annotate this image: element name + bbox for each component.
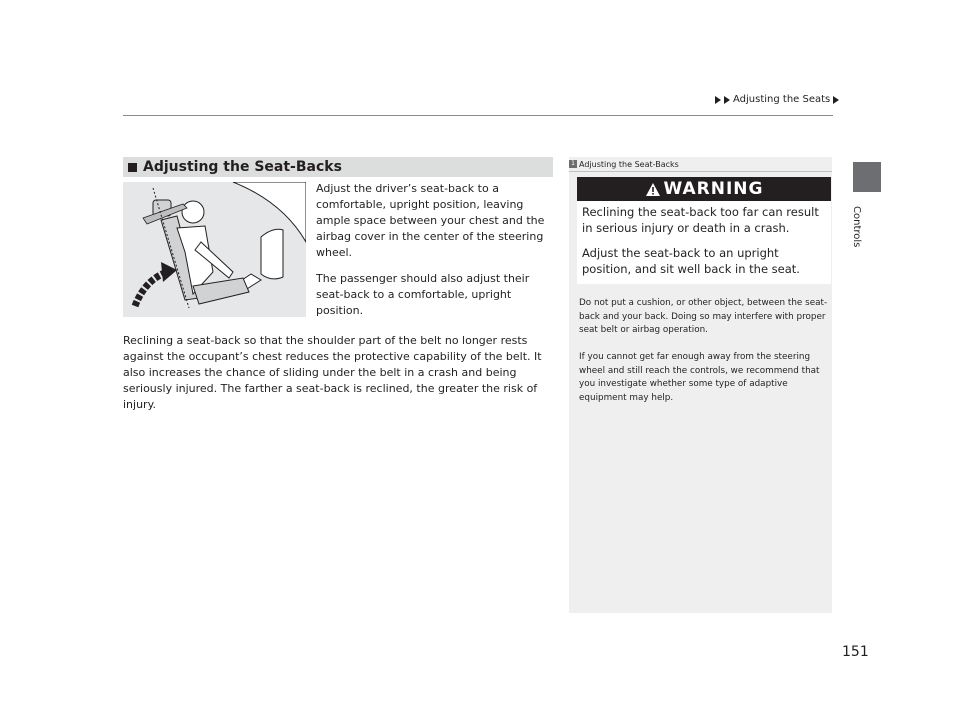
breadcrumb-arrow-icon bbox=[833, 96, 839, 104]
breadcrumb-arrow-icon bbox=[724, 96, 730, 104]
breadcrumb-label[interactable]: Adjusting the Seats bbox=[733, 94, 831, 105]
sidebar-note: If you cannot get far enough away from the steering wheel and still reach the controls, we recommend that you investigate whether some type of adaptive equipment may help. bbox=[579, 352, 820, 403]
sidebar-heading bbox=[569, 157, 832, 171]
warning-line: Reclining the seat-back too far can result in serious injury or death in a crash. bbox=[582, 205, 819, 235]
sidebar-divider bbox=[569, 171, 832, 172]
section-heading bbox=[123, 157, 553, 177]
page-number: 151 bbox=[842, 644, 869, 660]
intro-paragraph: Adjust the driver’s seat-back to a comfortable, upright position, leaving ample space between your chest and the airbag cover in the center of the steering wheel. bbox=[316, 182, 545, 259]
intro-paragraph: The passenger should also adjust their seat-back to a comfortable, upright position. bbox=[316, 272, 530, 317]
reference-number-badge: 1 bbox=[569, 160, 577, 168]
sidebar-note: Do not put a cushion, or other object, between the seat-back and your back. Doing so may interfere with proper seat belt or airbag operation. bbox=[579, 298, 828, 335]
body-paragraph: Reclining a seat-back so that the shoulder part of the belt no longer rests against the occupant’s chest reduces the protective capability of the belt. It also increases the chance of sliding under the belt in a crash and being seriously injured. The farther a seat-back is reclined, the greater the risk of injury. bbox=[123, 334, 542, 411]
section-title: Adjusting the Seat-Backs bbox=[143, 159, 342, 175]
warning-header bbox=[577, 177, 831, 201]
breadcrumb bbox=[715, 94, 839, 105]
seat-back-illustration bbox=[123, 182, 306, 317]
section-bullet-icon bbox=[128, 163, 137, 172]
chapter-tab[interactable] bbox=[853, 162, 881, 192]
warning-line: Adjust the seat-back to an upright position, and sit well back in the seat. bbox=[582, 246, 800, 276]
breadcrumb-arrow-icon bbox=[715, 96, 721, 104]
chapter-label: Controls bbox=[851, 206, 862, 248]
header-divider bbox=[123, 115, 833, 116]
warning-triangle-icon bbox=[645, 182, 661, 197]
intro-text bbox=[316, 181, 556, 319]
warning-label: WARNING bbox=[663, 179, 764, 199]
sidebar-title: Adjusting the Seat-Backs bbox=[579, 159, 679, 169]
